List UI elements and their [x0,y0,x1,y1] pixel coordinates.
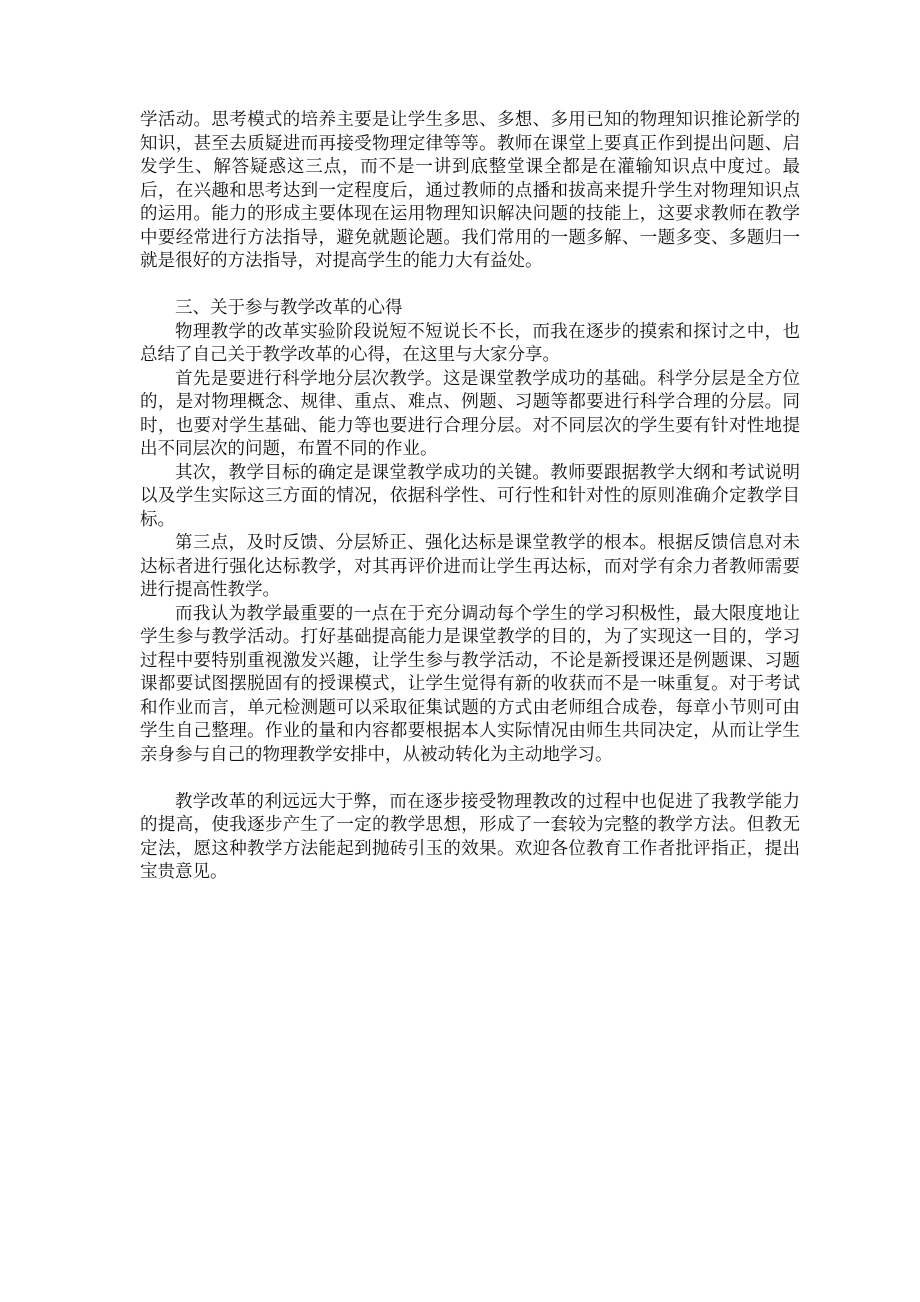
paragraph-spacer [140,767,800,791]
document-body [140,109,800,885]
conclusion-paragraph: 教学改革的利远远大于弊，而在逐步接受物理教改的过程中也促进了我教学能力的提高，使我逐步产生了一定的教学思想，形成了一套较为完整的教学方法。但教无定法，愿这种教学方法能起到抛砖引玉的效果。欢迎各位教育工作者批评指正，提出宝贵意见。 [140,791,800,882]
section-heading: 三、关于参与教学改革的心得 [175,298,403,318]
intro-paragraph: 学活动。思考模式的培养主要是让学生多思、多想、多用已知的物理知识推论新学的知识，甚至去质疑进而再接受物理定律等等。教师在课堂上要真正作到提出问题、启发学生、解答疑惑这三点，而不是一讲到底整堂课全都是在灌输知识点中度过。最后，在兴趣和思考达到一定程度后，通过教师的点播和拔高来提升学生对物理知识点的运用。能力的形成主要体现在运用物理知识解决问题的技能上，这要求教师在教学中要经常进行方法指导，避免就题论题。我们常用的一题多解、一题多变、多题归一就是很好的方法指导，对提高学生的能力大有益处。 [140,110,800,271]
section-paragraph-5: 而我认为教学最重要的一点在于充分调动每个学生的学习积极性，最大限度地让学生参与教学活动。打好基础提高能力是课堂教学的目的，为了实现这一目的，学习过程中要特别重视激发兴趣，让学生参与教学活动，不论是新授课还是例题课、习题课都要试图摆脱固有的授课模式，让学生觉得有新的收获而不是一味重复。对于考试和作业而言，单元检测题可以采取征集试题的方式由老师组合成卷，每章小节则可由学生自己整理。作业的量和内容都要根据本人实际情况由师生共同决定，从而让学生亲身参与自己的物理教学安排中，从被动转化为主动地学习。 [140,603,800,765]
paragraph-spacer [140,274,800,298]
section-paragraph-4: 第三点，及时反馈、分层矫正、强化达标是课堂教学的根本。根据反馈信息对未达标者进行强化达标教学，对其再评价进而让学生再达标，而对学有余力者教师需要进行提高性教学。 [140,533,800,600]
section-paragraph-2: 首先是要进行科学地分层次教学。这是课堂教学成功的基础。科学分层是全方位的，是对物理概念、规律、重点、难点、例题、习题等都要进行科学合理的分层。同时，也要对学生基础、能力等也要进行合理分层。对不同层次的学生要有针对性地提出不同层次的问题，布置不同的作业。 [140,368,800,459]
section-paragraph-3: 其次，教学目标的确定是课堂教学成功的关键。教师要跟据教学大纲和考试说明以及学生实际这三方面的情况，依据科学性、可行性和针对性的原则准确介定教学目标。 [140,462,800,530]
section-paragraph-1: 物理教学的改革实验阶段说短不短说长不长，而我在逐步的摸索和探讨之中，也总结了自己关于教学改革的心得，在这里与大家分享。 [140,321,800,365]
